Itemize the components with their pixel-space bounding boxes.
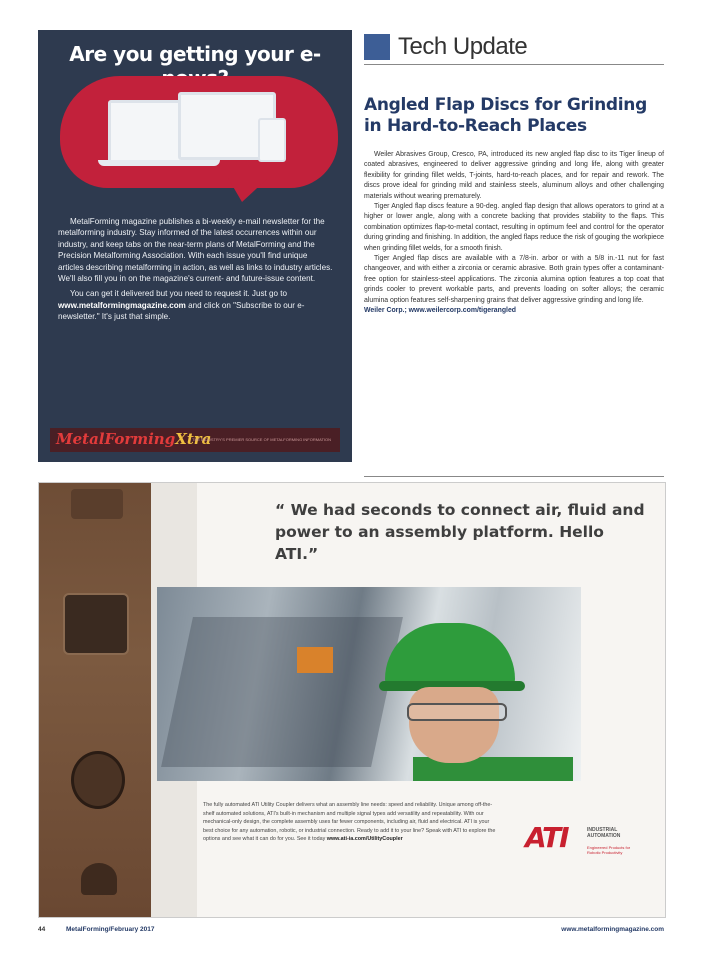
ad-body-text: The fully automated ATI Utility Coupler delivers what an assembly line needs: speed and reliability. Unique among off-the-shelf automated solutions, ATI's built-in mechanism and multiple signal types add versatility and repeatability. With our mechanical-only design, the complete assembly uses far fewer components, including air, fluid and electrical. ATI is your best choice for any automation, robotic, or industrial connection. Ready to add it to your line? Speak with ATI to explore the options and see what it can do for you. (203, 802, 496, 843)
article-paragraph: Tiger Angled flap discs feature a 90-deg. angled flap design that allows operators to grind at a higher or lower angle, along with a concrete backing that provides stability to the flaps. This combination optimizes flap-to-metal contact, resulting in optimum feel and control for the operator during grinding and finishing. In addition, the angled flaps reduce the risk of gouging the workpiece when grinding fillet welds, for a smooth finish. (364, 203, 664, 252)
article-paragraph: Tiger Angled flap discs are available with a 7/8-in. arbor or with a 5/8 in.-11 nut for fast changeover, and with either a zirconia or ceramic abrasive. Both grain types offer a contaminant-free option for stainless-steel applications. The zirconia alumina option features a top coat that grinds cooler to prevent workable parts, and prevents loading on softer alloys; the ceramic alumina option features self-sharpening grains that deliver aggressive grinding and long life. (364, 255, 664, 304)
hard-hat-icon (385, 623, 515, 687)
enews-website-link[interactable]: www.metalformingmagazine.com (58, 300, 186, 310)
machinery-detail (297, 647, 333, 673)
metalforming-xtra-logo (50, 428, 340, 452)
product-strip-image (39, 483, 151, 917)
coupler-module-icon (63, 593, 129, 655)
logo-wordmark: MetalForming (56, 430, 176, 448)
ati-logo-tagline: Engineered Products for Robotic Productivity (587, 845, 631, 855)
page-number: 44 (38, 926, 46, 933)
safety-glasses-icon (407, 703, 507, 721)
enews-body (58, 216, 334, 327)
ad-cta-lead: See it today (296, 836, 326, 843)
ati-logo-letters: ATI (525, 821, 568, 854)
logo-tagline: THE INDUSTRY'S PREMIER SOURCE OF METALFORMING INFORMATION (192, 437, 331, 442)
ad-quote: “ We had seconds to connect air, fluid and power to an assembly platform. Hello ATI.” (275, 501, 645, 563)
enews-ad (38, 30, 352, 462)
tablet-icon (258, 118, 286, 162)
section-marker-icon (364, 34, 390, 60)
section-title: Tech Update (398, 33, 528, 60)
logo-suffix: Xtra (175, 430, 212, 448)
speech-bubble-tail (228, 178, 268, 202)
enews-paragraph: MetalForming magazine publishes a bi-weekly e-mail newsletter for the metalforming industry. Stay informed of the latest occurrences within our industry, and keep tabs on the near-term plans of MetalForming and the Precision Metalforming Association. With each issue you'll find unique articles describing metalforming in action, as well as links to industry articles. We'll also fill you in on the magazine's current- and future-issue content. (58, 217, 333, 284)
section-divider (364, 64, 664, 65)
article-credit-link[interactable]: Weiler Corp.; www.weilercorp.com/tigerangled (364, 307, 517, 315)
footer-website-link[interactable]: www.metalformingmagazine.com (561, 926, 664, 933)
article-body (364, 150, 664, 317)
article-headline: Angled Flap Discs for Grinding in Hard-to-Reach Places (364, 95, 647, 136)
article-divider (364, 476, 664, 477)
ati-advertisement (38, 482, 666, 918)
assembly-platform-graphic (161, 617, 403, 767)
worker-photo (157, 587, 581, 781)
enews-paragraph (58, 288, 334, 322)
issue-label: MetalForming/February 2017 (66, 926, 155, 933)
enews-cta-lead: You can get it delivered but you need to request it. Just go to (70, 289, 288, 299)
coupler-product-icon (71, 489, 123, 519)
article-paragraph: Weiler Abrasives Group, Cresco, PA, introduced its new angled flap disc to its Tiger lineup of coated abrasives, engineered to deliver aggressive grinding and long life, along with greater flexibility for grinding fillet welds, T-joints, hard-to-reach places, and for repair and rework. The discs prove ideal for grinding mild and stainless steels, aluminum alloys and other challenging materials without wearing prematurely. (364, 151, 664, 200)
fitting-product-icon (81, 863, 117, 895)
enews-headline: Are you getting your e- (69, 42, 321, 66)
connector-product-icon (71, 751, 125, 809)
enews-cta-tail: and click on "Subscribe to our e-newsletter." It's just that simple. (58, 300, 305, 322)
worker-face (409, 687, 499, 763)
ad-body-copy (203, 801, 501, 844)
ati-website-link[interactable]: www.ati-ia.com/UtilityCoupler (326, 836, 403, 843)
laptop-base-icon (98, 160, 220, 166)
ati-logo-company: INDUSTRIAL AUTOMATION (587, 827, 621, 839)
ati-logo (525, 821, 635, 867)
